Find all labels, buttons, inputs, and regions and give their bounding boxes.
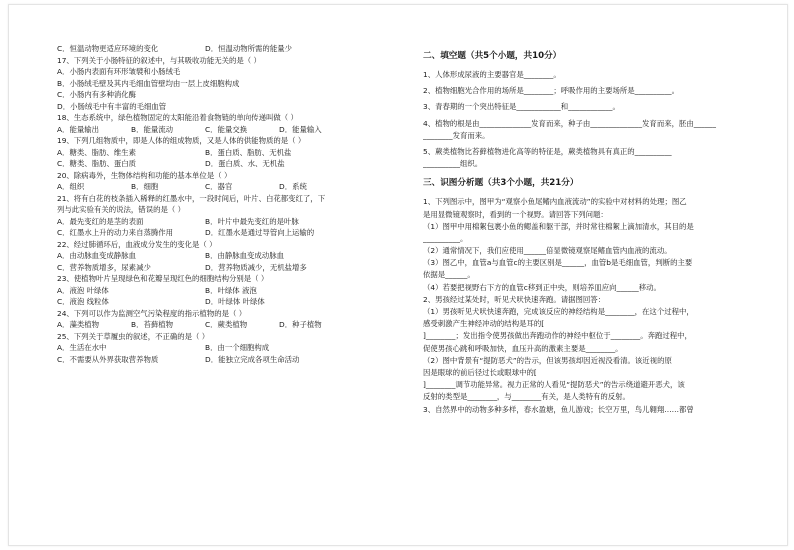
question-line: 2、植物细胞光合作用的场所是________；呼吸作用的主要场所是__________。 (423, 86, 679, 96)
question-line: 18、生态系统中，绿色植物固定的太阳能沿着食物链的单向传递叫做（ ） (57, 113, 298, 122)
question-line: 4、植物的根是由______________发育而来，种子由______________发育而来，胚由______ (423, 118, 716, 128)
question-line: 1、人体形成尿液的主要器官是________。 (423, 70, 561, 79)
option-b: D．能独立完成各项生命活动 (205, 354, 300, 364)
question-line: 17、下列关于小肠特征的叙述中，与其吸收功能无关的是（ ） (57, 55, 261, 65)
question-line: 因是眼球的前后径过长或眼球中的[ (423, 367, 537, 377)
option-row (57, 354, 392, 366)
question-line: 5、蕨类植物比苔藓植物进化高等的特征是，蕨类植物具有真正的__________ (423, 146, 672, 156)
option-a: C．不需要从外界获取营养物质 (57, 354, 159, 364)
question-line: 依据是______。 (423, 270, 475, 280)
question-line: 反射的类型是________，与________有关，是人类特有的反射。 (423, 392, 630, 402)
option-c: C．蕨类植物 (205, 320, 248, 329)
question-line: ]________调节功能异常。视力正常的人看见“提防恶犬”的告示绕道避开恶犬，该 (423, 380, 685, 390)
option-a: C．液泡 线粒体 (57, 297, 109, 306)
question-line: （1）男孩听见犬吠快速奔跑，完成该反应的神经结构是________，在这个过程中， (423, 307, 694, 316)
question-line: ]________；发出指令使男孩做出奔跑动作的神经中枢位于________。奔跑过程中， (423, 331, 692, 341)
option-b: D．叶绿体 叶绿体 (205, 297, 265, 306)
option-row (57, 124, 392, 136)
question-line: （1）图甲中用棉絮包裹小鱼的鳃盖和躯干部，并时常往棉絮上滴加清水，其目的是 (423, 221, 694, 231)
option-row (57, 158, 392, 170)
question-line: ________发育而来。 (423, 130, 490, 140)
option-line: D．小肠绒毛中有丰富的毛细血管 (57, 101, 167, 111)
option-a: C．糖类、脂肪、蛋白质 (57, 159, 137, 168)
question-line: 25、下列关于草履虫的叙述，不正确的是（ ） (57, 331, 210, 341)
option-b: B．由静脉血变成动脉血 (205, 251, 284, 260)
left-column (57, 43, 392, 365)
option-b: D．营养物质减少，无机盐增多 (205, 262, 307, 272)
question-line: 22、经过肺循环后，血液成分发生的变化是（ ） (57, 239, 217, 249)
option-a: A．最先变红的是茎的表面 (57, 216, 144, 226)
question-line: （2）图中背景有“提防恶犬”的告示，但该男孩却因近视没看清。该近视的原 (423, 355, 672, 365)
question-line: （4）若要把视野右下方的血管c移到正中央，则培养皿应向______移动。 (423, 282, 661, 292)
option-b: D．红墨水是通过导管向上运输的 (205, 228, 315, 237)
option-row (57, 181, 392, 193)
option-c: C．器官 (205, 182, 233, 191)
right-column (423, 47, 773, 416)
option-a: C．恒温动物更适应环境的变化 (57, 44, 159, 53)
option-a: A．由动脉血变成静脉血 (57, 251, 136, 260)
option-b: D．恒温动物所需的能量少 (205, 44, 292, 53)
option-line: B．小肠绒毛壁及其内毛细血管壁均由一层上皮细胞构成 (57, 78, 240, 88)
question-line: 2、男孩经过某处时，听见犬吠快速奔跑。请据图回答： (423, 294, 606, 304)
question-line: 3、自然界中的动物多种多样，春水盈塘，鱼儿游戏；长空万里，鸟儿翱翔……都曾 (423, 404, 694, 414)
question-line: __________组织。 (423, 159, 483, 169)
question-line: 21、将有白花的枝条插入稀释的红墨水中，一段时间后，叶片、白花都变红了，下 (57, 193, 326, 203)
option-b: D．蛋白质、水、无机盐 (205, 159, 285, 168)
option-b: B．叶绿体 液泡 (205, 285, 257, 295)
option-a: C．红墨水上升的动力来自蒸腾作用 (57, 228, 174, 237)
option-a: C．营养物质增多，尿素减少 (57, 262, 151, 272)
question-line: （2）通常情况下，我们应使用______倍显微镜观察尾鳍血管内血液的流动。 (423, 246, 672, 256)
option-b: B．由一个细胞构成 (205, 343, 270, 352)
question-line: 23、使植物叶片呈现绿色和花瓣呈现红色的细胞结构分别是（ ） (57, 274, 269, 283)
option-line: C．小肠内有多种消化酶 (57, 90, 137, 99)
question-line: 感受刺激产生神经冲动的结构是耳的[ (423, 319, 545, 329)
question-line: 1、下列图示中，图甲为“观察小鱼尾鳍内血液流动”的实验中对材料的处理；图乙 (423, 197, 687, 207)
option-b: B．叶片中最先变红的是叶脉 (205, 216, 299, 226)
question-line: 19、下列几组物质中，即是人体的组成物质，又是人体的供能物质的是（ ） (57, 136, 306, 145)
option-row (57, 147, 392, 159)
question-line: 3、青春期的一个突出特征是____________和____________。 (423, 102, 620, 112)
section-heading: 二、填空题（共5个小题，共10分） (423, 51, 562, 61)
option-b: B．能量流动 (131, 124, 174, 134)
option-d: D．能量输入 (279, 124, 322, 134)
option-line: A．小肠内表面有环形皱襞和小肠绒毛 (57, 67, 181, 76)
question-line: 促使男孩心跳和呼吸加快，血压升高的激素主要是________。 (423, 343, 623, 353)
option-row (57, 342, 392, 354)
question-line: __________。 (423, 233, 468, 243)
option-d: D．系统 (279, 182, 307, 191)
question-line: 24、下列可以作为监测空气污染程度的指示植物的是（ ） (57, 308, 247, 318)
question-line: 20、除病毒外，生物体结构和功能的基本单位是（ ） (57, 170, 232, 180)
option-d: D．种子植物 (279, 320, 322, 329)
option-a: A．能量输出 (57, 124, 100, 134)
question-line: （3）图乙中，血管a与血管c的主要区别是______，血管b是毛细血管，判断的主要 (423, 258, 693, 268)
exam-page (8, 4, 788, 546)
option-row (57, 319, 392, 331)
section-heading: 三、识图分析题（共3个小题，共21分） (423, 178, 579, 189)
option-b: B．蛋白质、脂肪、无机盐 (205, 147, 292, 157)
option-row (57, 43, 392, 55)
question-line: 列与此实验有关的说法，错误的是（ ） (57, 205, 185, 214)
option-row (57, 250, 392, 262)
option-row (57, 285, 392, 297)
option-a: A．糖类、脂肪、维生素 (57, 147, 136, 157)
option-b: B．苔藓植物 (131, 320, 174, 329)
option-b: B．细胞 (131, 182, 159, 191)
option-a: A．液泡 叶绿体 (57, 285, 109, 295)
option-row (57, 262, 392, 274)
option-row (57, 216, 392, 228)
option-a: A．藻类植物 (57, 320, 100, 329)
option-a: A．组织 (57, 182, 85, 191)
option-row (57, 296, 392, 308)
option-c: C．能量交换 (205, 124, 248, 134)
option-row (57, 227, 392, 239)
question-line: 是用显微镜观察时，看到的一个视野。请回答下列问题： (423, 209, 608, 219)
option-a: A．生活在水中 (57, 343, 107, 352)
